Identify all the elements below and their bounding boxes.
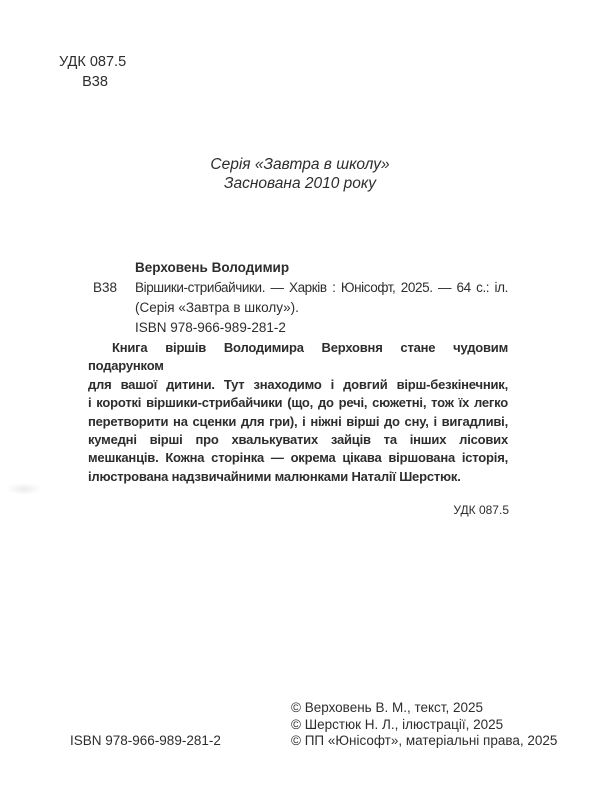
catalog-description — [135, 278, 508, 338]
annotation-line: кумедні вірші про хвалькуватих зайців та інших лісових — [88, 432, 508, 448]
catalog-author-sign: В38 — [93, 280, 118, 295]
udc-number-right: УДК 087.5 — [453, 503, 509, 517]
annotation-line: Книга віршів Володимира Верховня стане чудовим подарунком — [88, 340, 508, 374]
copyright-line-publisher: © ПП «Юнісофт», матеріальні права, 2025 — [291, 733, 558, 749]
series-founded: Заснована 2010 року — [224, 174, 376, 192]
scan-smudge-artifact — [6, 483, 42, 495]
series-title: Серія «Завтра в школу» — [210, 156, 390, 173]
catalog-bibliographic-line: Віршики-стрибайчики. — Харків : Юнісофт, 2025. — 64 с.: іл. — [135, 280, 508, 295]
copyright-line-illustrations: © Шерстюк Н. Л., ілюстрації, 2025 — [291, 716, 504, 732]
annotation-line: перетворити на сценки для гри), і ніжні вірші до сну, і вигадливі, — [88, 413, 508, 429]
author-sign-code: В38 — [82, 74, 108, 90]
annotation-line: і короткі віршики-стрибайчики (що, до речі, сюжетні, тож їх легко — [88, 395, 508, 411]
series-block — [0, 156, 600, 193]
udc-number: УДК 087.5 — [59, 54, 127, 70]
catalog-series-note: (Серія «Завтра в школу»). — [135, 300, 299, 315]
udc-classification-block — [59, 52, 131, 92]
catalog-author-name: Верховень Володимир — [135, 260, 290, 275]
annotation-line: для вашої дитини. Тут знаходимо і довгий вірш-безкінечник, — [88, 376, 508, 392]
footer-isbn: ISBN 978-966-989-281-2 — [70, 733, 221, 748]
cataloging-block — [93, 258, 508, 338]
annotation-line: мешканців. Кожна сторінка — окрема цікава віршована історія, — [88, 450, 508, 466]
annotation-paragraph — [88, 339, 508, 486]
annotation-line: ілюстрована надзвичайними малюнками Наталії Шерстюк. — [88, 468, 461, 484]
copyright-block — [291, 700, 557, 750]
catalog-isbn: ISBN 978-966-989-281-2 — [135, 320, 286, 335]
copyright-line-text: © Верховень В. М., текст, 2025 — [291, 700, 484, 715]
